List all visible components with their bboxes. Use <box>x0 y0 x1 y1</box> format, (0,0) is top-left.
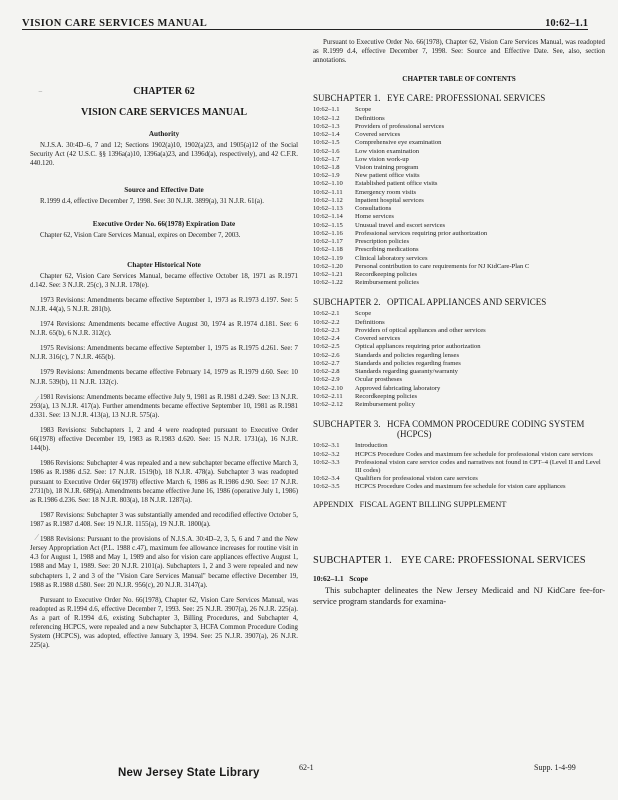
toc-entry <box>313 483 605 491</box>
history-para: 1974 Revisions: Amendments became effective August 30, 1974 as R.1974 d.181. See: 6 N.J.R. 65(b), 6 N.J.R. 312(c). <box>30 320 298 338</box>
toc-entry <box>313 164 605 172</box>
toc-entry <box>313 189 605 197</box>
section-number: 10:62–1.17 <box>313 238 343 246</box>
toc-entry <box>313 180 605 188</box>
appendix-entry: APPENDIX FISCAL AGENT BILLING SUPPLEMENT <box>313 499 507 509</box>
toc-entry <box>313 106 605 114</box>
section-number: 10:62–1.14 <box>313 213 343 221</box>
subchapter-1-sections <box>313 106 605 287</box>
section-title: Standards and policies regarding frames <box>355 359 461 367</box>
toc-entry <box>313 115 605 123</box>
toc-entry <box>313 385 605 393</box>
toc-entry <box>313 156 605 164</box>
running-header <box>22 10 588 30</box>
left-column <box>30 38 298 650</box>
section-number: 10:62–1.19 <box>313 254 343 262</box>
toc-entry <box>313 368 605 376</box>
subchapter-label: SUBCHAPTER 1. <box>313 93 381 104</box>
section-number: 10:62–2.1 <box>313 310 340 318</box>
section-title: Inpatient hospital services <box>355 196 424 204</box>
section-title: Unusual travel and escort services <box>355 221 446 229</box>
section-number: 10:62–2.3 <box>313 326 340 334</box>
header-title: VISION CARE SERVICES MANUAL <box>22 18 208 29</box>
margin-mark: ∕ <box>36 532 38 542</box>
chapter-number: CHAPTER 62 <box>133 86 195 97</box>
source-text: R.1999 d.4, effective December 7, 1998. See: 30 N.J.R. 3899(a), 31 N.J.R. 61(a). <box>40 198 264 206</box>
section-number: 10:62–2.12 <box>313 401 343 409</box>
section-number: 10:62–1.4 <box>313 131 340 139</box>
toc-entry <box>313 376 605 384</box>
section-title: Professional vision care service codes and narratives not found in CPT–4 (Level II and Level III codes) <box>355 458 601 474</box>
subchapter-1-body-heading <box>313 555 605 566</box>
toc-entry <box>313 393 605 401</box>
section-number: 10:62–3.3 <box>313 458 340 466</box>
subchapter-2-sections <box>313 310 605 409</box>
section-number: 10:62–1.8 <box>313 163 340 171</box>
subchapter-label: SUBCHAPTER 1. <box>313 554 392 566</box>
section-number: 10:62–1.5 <box>313 139 340 147</box>
section-number: 10:62–2.10 <box>313 384 343 392</box>
section-title: HCPCS Procedure Codes and maximum fee schedule for professional vision care services <box>355 450 593 458</box>
section-title: Professional services requiring prior authorization <box>355 229 488 237</box>
source-heading: Source and Effective Date <box>124 186 204 195</box>
section-number: 10:62–2.6 <box>313 351 340 359</box>
toc-entry <box>313 205 605 213</box>
section-number: 10:62–2.4 <box>313 335 340 343</box>
section-heading: 10:62–1.1 Scope <box>313 573 368 583</box>
right-column <box>313 38 605 608</box>
section-title: Standards regarding guaranty/warranty <box>355 368 458 376</box>
section-number: 10:62–1.9 <box>313 172 340 180</box>
toc-entry <box>313 197 605 205</box>
toc-entry <box>313 213 605 221</box>
history-para: 1986 Revisions: Subchapter 4 was repealed and a new subchapter became effective March 3, 1986 as R.1986 d.52. See: 17 N.J.R. 1519(b), 18 N.J.R. 478(a). Subchapter 3 was readopted pursuant to Executive Order 66(1978) effective March 6, 1986 as R.1986 d.90. See: 17 N.J.R. 2731(b), 18 N.J.R. 689(a). Amendments became effective June 16, 1986 (operative July 1, 1986) as R.1986 d.236. See: 18 N.J.R. 803(a), 18 N.J.R. 1287(a). <box>30 460 298 504</box>
subchapter-3-heading <box>313 419 605 439</box>
section-body-text: This subchapter delineates the New Jersey Medicaid and NJ KidCare fee-for-service program standards for examina- <box>313 585 605 606</box>
history-heading: Chapter Historical Note <box>127 260 201 269</box>
section-number: 10:62–3.5 <box>313 483 340 491</box>
section-number: 10:62–1.7 <box>313 155 340 163</box>
section-title: Providers of optical appliances and other services <box>355 326 486 334</box>
history-para: 1973 Revisions: Amendments became effective September 1, 1973 as R.1973 d.197. See: 5 N.J.R. 44(a), 5 N.J.R. 281(b). <box>30 296 298 313</box>
section-number: 10:62–1.16 <box>313 229 343 237</box>
section-number: 10:62–3.2 <box>313 450 340 458</box>
section-number: 10:62–2.7 <box>313 359 340 367</box>
readoption-note: Pursuant to Executive Order No. 66(1978), Chapter 62, Vision Care Services Manual, was readopted as R.1999 d.4, effective December 7, 1998. See: Source and Effective Date. See, also, section annotations. <box>313 39 605 65</box>
history-para: Chapter 62, Vision Care Services Manual, became effective October 18, 1971 as R.1971 d.142. See: 3 N.J.R. 25(c), 3 N.J.R. 178(e). <box>30 272 298 289</box>
section-title: Scope <box>355 310 372 318</box>
history-para: 1987 Revisions: Subchapter 3 was substantially amended and recodified effective October 5, 1987 as R.1987 d.408. See: 19 N.J.R. 1155(a), 19 N.J.R. 1800(a). <box>30 511 298 528</box>
toc-entry <box>313 327 605 335</box>
margin-mark: ⁻ <box>38 88 43 98</box>
section-title: New patient office visits <box>355 172 420 180</box>
toc-entry <box>313 451 605 459</box>
section-title: Consultations <box>355 205 392 213</box>
section-number: 10:62–1.6 <box>313 147 340 155</box>
section-title: Comprehensive eye examination <box>355 139 442 147</box>
toc-entry <box>313 319 605 327</box>
section-number: 10:62–1.10 <box>313 180 343 188</box>
toc-entry <box>313 255 605 263</box>
history-para: 1979 Revisions: Amendments became effective February 14, 1979 as R.1979 d.60. See: 10 N.J.R. 539(b), 11 N.J.R. 132(c). <box>30 369 298 386</box>
section-title: Recordkeeping policies <box>355 392 418 400</box>
authority-heading: Authority <box>148 130 180 138</box>
section-title: Definitions <box>355 318 385 326</box>
toc-entry <box>313 263 605 271</box>
section-number: 10:62–1.20 <box>313 262 343 270</box>
subchapter-title: OPTICAL APPLIANCES AND SERVICES <box>387 297 547 308</box>
section-number: 10:62–2.9 <box>313 376 340 384</box>
section-number: 10:62–2.8 <box>313 368 340 376</box>
history-para: 1983 Revisions: Subchapters 1, 2 and 4 were readopted pursuant to Executive Order 66(1978) effective December 19, 1983 as R.1983 d.620. See: 15 N.J.R. 1731(a), 16 N.J.R. 144(b). <box>30 426 298 453</box>
history-para: 1981 Revisions: Amendments became effective July 9, 1981 as R.1981 d.249. See: 13 N.J.R. 293(a), 13 N.J.R. 417(a). Further amendments became effective September 10, 1981 as R.1981 d.331. See: 13 N.J.R. 413(a), 13 N.J.R. 575(a). <box>30 393 298 419</box>
toc-entry <box>313 279 605 287</box>
section-title: Approved fabricating laboratory <box>355 384 441 392</box>
header-code: 10:62–1.1 <box>545 18 588 29</box>
toc-entry <box>313 360 605 368</box>
margin-mark: ∕ <box>36 394 38 404</box>
toc-entry <box>313 271 605 279</box>
authority-text: N.J.S.A. 30:4D–6, 7 and 12; Sections 1902(a)10, 1902(a)23, and 1905(a)12 of the Social Security Act (42 U.S.C. §§ 1396a(a)10, 1396a(a)23, and 1396d(a), respectively), and 42 C.F.R. 440.120. <box>30 142 298 168</box>
toc-entry <box>313 131 605 139</box>
section-title: Emergency room visits <box>355 188 417 196</box>
subchapter-2-heading <box>313 297 605 307</box>
history-para: Pursuant to Executive Order No. 66(1978), Chapter 62, Vision Care Services Manual, was readopted as R.1994 d.6, effective December 7, 1993. See: 25 N.J.R. 3907(a), 26 N.J.R. 225(a). As a part of R.1994 d.6, existing Subchapter 3, Billing Procedures, and Subchapter 4, referencing HCPCS, were repealed and a new Subchapter 3, HCFA Common Procedure Coding System (HCPCS), was adopted, effective January 3, 1994. See: 25 N.J.R. 3907(a), 26 N.J.R. 225(a). <box>30 596 298 650</box>
toc-entry <box>313 172 605 180</box>
section-title: Recordkeeping policies <box>355 271 418 279</box>
section-title: Ocular prostheses <box>355 376 403 384</box>
subchapter-title: EYE CARE: PROFESSIONAL SERVICES <box>401 554 586 566</box>
section-title: Providers of professional services <box>355 122 445 130</box>
section-title: Reimbursement policies <box>355 279 419 287</box>
section-title: Personal contribution to care requirements for NJ KidCare-Plan C <box>355 262 530 270</box>
section-title: Reimbursement policy <box>355 401 415 409</box>
section-number: 10:62–1.3 <box>313 122 340 130</box>
subchapter-1-heading <box>313 93 605 103</box>
section-number: 10:62–1.2 <box>313 114 340 122</box>
section-number: 10:62–2.5 <box>313 343 340 351</box>
section-title: Standards and policies regarding lenses <box>355 351 460 359</box>
library-stamp: New Jersey State Library <box>118 767 260 779</box>
history-para: 1988 Revisions: Pursuant to the provisions of N.J.S.A. 30:4D–2, 3, 5, 6 and 7 and the New Jersey Appropriation Act (P.L. 1988 c.47), maximum fee allowance increases for routine visit in 4.3 for August 1, 1988 and May 1, 1989 and also for vision care appliances effective August 1, 1988 and May 1, 1989. See: 20 N.J.R. 2101(a). Subchapters 1, 2 and 3 were repealed and new subchapters 1, 2 and 3 of the "Vision Care Services Manual" became effective December 19, 1988 as R.1988 d.580. See: 20 N.J.R. 956(c), 20 N.J.R. 3147(a). <box>30 536 298 589</box>
section-title: Low vision examination <box>355 147 420 155</box>
section-title: Vision training program <box>355 163 419 171</box>
section-title: Covered services <box>355 335 401 343</box>
toc-entry <box>313 123 605 131</box>
section-title: Scope <box>355 106 372 114</box>
toc-entry <box>313 246 605 254</box>
section-title: Home services <box>355 213 394 221</box>
expiration-heading: Executive Order No. 66(1978) Expiration Date <box>92 220 236 229</box>
subchapter-title: EYE CARE: PROFESSIONAL SERVICES <box>387 93 546 104</box>
section-title: Definitions <box>355 114 385 122</box>
section-number: 10:62–2.2 <box>313 318 340 326</box>
toc-entry <box>313 148 605 156</box>
expiration-text: Chapter 62, Vision Care Services Manual, expires on December 7, 2003. <box>40 232 241 240</box>
section-number: 10:62–1.22 <box>313 279 343 287</box>
toc-entry <box>313 230 605 238</box>
subchapter-label: SUBCHAPTER 2. <box>313 297 381 308</box>
toc-entry <box>313 401 605 409</box>
section-number: 10:62–1.18 <box>313 246 343 254</box>
section-number: 10:62–3.1 <box>313 442 340 450</box>
subchapter-3-sections <box>313 442 605 491</box>
section-number: 10:62–1.15 <box>313 221 343 229</box>
section-title: HCPCS Procedure Codes and maximum fee schedule for vision care appliances <box>355 483 566 491</box>
section-number: 10:62–1.21 <box>313 271 343 279</box>
subchapter-title: HCFA COMMON PROCEDURE CODING SYSTEM (HCPCS) <box>387 419 585 440</box>
chapter-title: VISION CARE SERVICES MANUAL <box>80 107 248 118</box>
section-number: 10:62–1.13 <box>313 205 343 213</box>
toc-entry <box>313 475 605 483</box>
section-title: Covered services <box>355 131 401 139</box>
section-title: Qualifiers for professional vision care services <box>355 475 478 483</box>
section-number: 10:62–1.1 <box>313 106 340 114</box>
toc-entry <box>313 335 605 343</box>
toc-entry <box>313 352 605 360</box>
toc-entry <box>313 459 605 475</box>
supplement-date: Supp. 1-4-99 <box>534 763 576 772</box>
history-para: 1975 Revisions: Amendments became effective September 1, 1975 as R.1975 d.261. See: 7 N.J.R. 316(c), 7 N.J.R. 465(b). <box>30 345 298 362</box>
section-number: 10:62–3.4 <box>313 475 340 483</box>
section-number: 10:62–2.11 <box>313 392 343 400</box>
toc-entry <box>313 310 605 318</box>
toc-entry <box>313 139 605 147</box>
toc-entry <box>313 222 605 230</box>
section-title: Optical appliances requiring prior authorization <box>355 343 481 351</box>
section-number: 10:62–1.11 <box>313 188 343 196</box>
section-title: Low vision work-up <box>355 155 409 163</box>
subchapter-label: SUBCHAPTER 3. <box>313 419 381 430</box>
section-title: Prescribing medications <box>355 246 419 254</box>
toc-heading: CHAPTER TABLE OF CONTENTS <box>402 75 516 84</box>
toc-entry <box>313 343 605 351</box>
section-title: Established patient office visits <box>355 180 438 188</box>
toc-entry <box>313 442 605 450</box>
section-title: Introduction <box>355 442 388 450</box>
section-title: Clinical laboratory services <box>355 254 428 262</box>
page-number: 62-1 <box>299 763 314 772</box>
toc-entry <box>313 238 605 246</box>
section-number: 10:62–1.12 <box>313 196 343 204</box>
section-title: Prescription policies <box>355 238 410 246</box>
